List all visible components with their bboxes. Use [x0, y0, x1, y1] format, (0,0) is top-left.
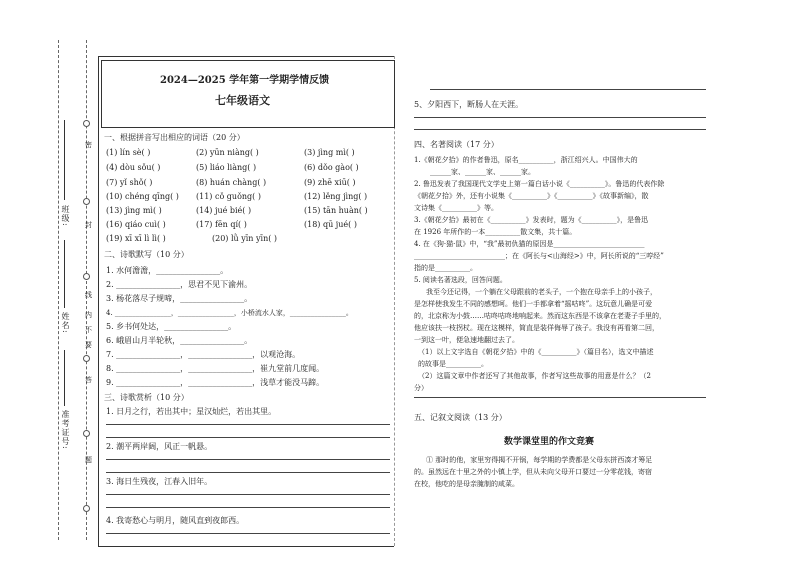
- binding-hole: [83, 120, 90, 127]
- poem-line: 1. 水何澹澹，________________。: [106, 266, 229, 275]
- reading-line: ______家、______家、______家。: [430, 168, 535, 176]
- pinyin-item: (19) xī xī lì lì( ): [106, 234, 166, 243]
- article-line: ① 那时的他，家里穷得揭不开锅，每学期的学费都是父母东拼西凑才筹足: [426, 456, 653, 464]
- class-field-line: [64, 120, 65, 200]
- pinyin-item: (10) chéng qīng( ): [106, 192, 179, 201]
- pinyin-item: (14) jué bié( ): [196, 206, 252, 215]
- poem-line: 4. ________________，________________，小桥流水人家，________________。: [106, 309, 353, 317]
- appreciation-question: 5、夕阳西下，断肠人在天涯。: [414, 100, 524, 109]
- poem-line: 3. 杨花落尽子规啼，________________。: [106, 294, 253, 303]
- seal-char: 封: [85, 221, 92, 229]
- pinyin-item: (2) yūn niàng( ): [196, 148, 259, 157]
- excerpt-line: 我至今还记得，一个躺在父母跟前的老头子，一个抱在母亲手上的小孩子，: [426, 288, 657, 296]
- poem-line: 9. ________________，________________，浅草才能没马蹄。: [106, 378, 325, 387]
- binding-hole: [83, 355, 90, 362]
- page-border-top: [98, 56, 394, 57]
- page-border-left: [98, 56, 99, 546]
- reading-line: （2）这篇文章中作者还写了其他故事，作者写这些故事的用意是什么？（2: [418, 372, 651, 380]
- pinyin-item: (9) zhē xiū( ): [304, 178, 356, 187]
- reading-line: 的故事是__________。: [418, 360, 488, 368]
- poem-line: 5. 乡书何处达，________________。: [106, 322, 237, 331]
- binding-line: [58, 40, 59, 540]
- answer-line[interactable]: [106, 424, 390, 425]
- seal-char: 线: [85, 291, 92, 299]
- binding-hole: [83, 198, 90, 205]
- pinyin-item: (15) tān huàn( ): [304, 206, 368, 215]
- reading-line: 2. 鲁迅发表了我国现代文学史上第一篇白话小说《__________》。鲁迅的代表作除: [414, 180, 665, 188]
- pinyin-item: (12) lěng jìng( ): [304, 192, 368, 201]
- exam-number-field-line: [64, 350, 65, 406]
- answer-line[interactable]: [106, 507, 390, 508]
- pinyin-item: (7) yǐ shǒ( ): [106, 178, 153, 187]
- pinyin-item: (4) dòu sǒu( ): [106, 163, 161, 172]
- excerpt-line: 是怎样使我发生不同的感想呵。他们一手都拿着“摇咕咚”。这玩意儿确是可爱: [414, 300, 653, 308]
- appreciation-question: 1. 日月之行，若出其中；星汉灿烂，若出其里。: [106, 407, 277, 416]
- excerpt-line: 他应该扶一枝拐杖。现在这模样，简直是装佯侮辱了孩子。我没有再看第二回，: [414, 324, 659, 332]
- pinyin-item: (6) dǒo gào( ): [304, 163, 359, 172]
- pinyin-item: (18) qū jué( ): [304, 220, 357, 229]
- section3-heading: 三、诗歌赏析（10 分）: [104, 393, 189, 402]
- reading-line: 《朝花夕拾》外，还有小说集《__________》《__________》《故事新编》，散: [414, 192, 649, 200]
- poem-line: 7. ________________，________________，以观沧海。: [106, 350, 301, 359]
- appreciation-question: 4. 我寄愁心与明月，随风直到夜郎西。: [106, 516, 245, 525]
- article-line: 在校，他吃的是母亲腌制的咸菜。: [414, 480, 519, 488]
- section5-heading: 五、记叙文阅读（13 分）: [414, 413, 507, 422]
- reading-line: 分）: [414, 384, 428, 392]
- reading-line: __________________________；在《阿长与<山海经>》中，阿长所说的“三哼经”: [414, 252, 664, 260]
- answer-line[interactable]: [414, 117, 706, 118]
- reading-line: （1）以上文字选自《朝花夕拾》中的《__________》（篇目名），选文中描述: [418, 348, 654, 356]
- excerpt-line: 的，北京称为小鼓……咕咚咕咚地响起来。然而这东西是不该拿在老妻子手里的，: [414, 312, 666, 320]
- seal-char: 密: [85, 141, 92, 149]
- poem-line: 6. 峨眉山月半轮秋，________________。: [106, 336, 253, 345]
- seal-char: 答: [85, 376, 92, 384]
- section4-heading: 四、名著阅读（17 分）: [414, 140, 499, 149]
- page-border-bottom: [98, 546, 394, 547]
- poem-line: 8. ________________，________________，崔九堂前几度闻。: [106, 364, 325, 373]
- pinyin-item: (5) liáo liàng( ): [196, 163, 257, 172]
- seal-char: 题: [85, 456, 92, 464]
- exam-title: 2024—2025 学年第一学期学情反馈: [160, 75, 330, 86]
- answer-line[interactable]: [430, 89, 706, 90]
- exam-subtitle: 七年级语文: [215, 94, 270, 107]
- section1-heading: 一、根据拼音写出相应的词语（20 分）: [104, 133, 245, 142]
- reading-line: 5. 阅读名著选段，回答问题。: [414, 276, 507, 284]
- binding-hole: [83, 273, 90, 280]
- pinyin-item: (11) cǒ guǒng( ): [196, 192, 261, 201]
- section2-heading: 二、诗歌默写（10 分）: [104, 250, 189, 259]
- name-label: 姓名:: [61, 312, 70, 334]
- reading-line: 指的是__________。: [414, 264, 477, 272]
- pinyin-item: (8) huán chàng( ): [196, 178, 267, 187]
- reading-line: 4. 在《狗·猫·鼠》中，“我”最初仇猫的原因是__________________________: [414, 240, 645, 248]
- reading-line: 3.《朝花夕拾》最初在《__________》发表时，题为《__________》，是鲁迅: [414, 216, 649, 224]
- answer-line[interactable]: [106, 533, 390, 534]
- excerpt-line: 一到这一叶，便急速地翻过去了。: [414, 336, 519, 344]
- pinyin-item: (16) qiáo cuì( ): [106, 220, 166, 229]
- article-line: 的。虽然远在十里之外的小镇上学，但从未向父母开口要过一分零花钱，寄宿: [414, 468, 652, 476]
- column-divider: [394, 56, 395, 546]
- reading-line: 1.《朝花夕拾》的作者鲁迅，原名__________，浙江绍兴人。中国伟大的: [414, 156, 638, 164]
- pinyin-item: (3) jìng mì( ): [304, 148, 355, 157]
- answer-line[interactable]: [414, 397, 706, 398]
- answer-line[interactable]: [106, 472, 390, 473]
- appreciation-question: 3. 海日生残夜，江春入旧年。: [106, 477, 213, 486]
- binding-hole: [83, 505, 90, 512]
- reading-line: 文诗集《__________》等。: [414, 204, 498, 212]
- reading-line: 在 1926 年所作的一本__________散文集，共十篇。: [414, 228, 577, 236]
- binding-hole: [83, 430, 90, 437]
- pinyin-item: (1) lín sè( ): [106, 148, 151, 157]
- class-label: 班级:: [61, 205, 70, 227]
- name-field-line: [64, 240, 65, 308]
- seal-char: 不: [85, 326, 92, 334]
- pinyin-item: (17) fēn qí( ): [196, 220, 247, 229]
- answer-line[interactable]: [106, 494, 390, 495]
- pinyin-item: (13) jìng mì( ): [106, 206, 162, 215]
- seal-char: 要: [85, 341, 92, 349]
- answer-line[interactable]: [106, 437, 390, 438]
- seal-char: 内: [85, 311, 92, 319]
- poem-line: 2. ________________，思君不见下渝州。: [106, 280, 253, 289]
- answer-line[interactable]: [414, 129, 706, 130]
- pinyin-item: (20) lǜ yīn yīn( ): [212, 234, 278, 243]
- appreciation-question: 2. 潮平两岸阔，风正一帆悬。: [106, 442, 213, 451]
- article-title: 数学课堂里的作文竞赛: [504, 437, 595, 447]
- answer-line[interactable]: [106, 459, 390, 460]
- exam-number-label: 准考证号:: [61, 410, 70, 450]
